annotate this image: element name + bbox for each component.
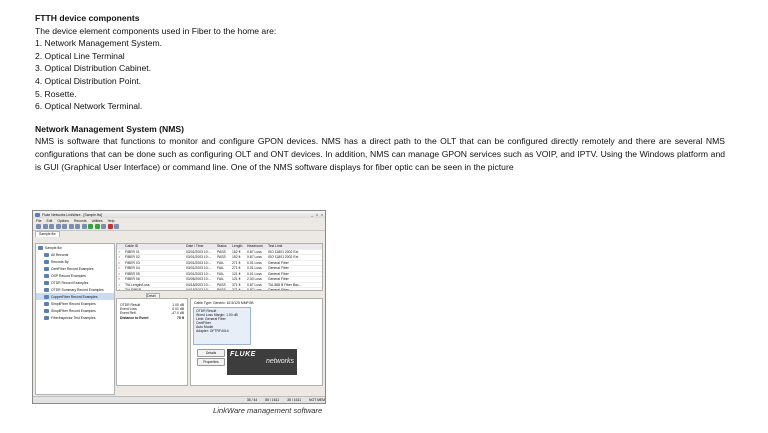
status-text: 35 / 44 <box>246 398 258 402</box>
menu-item: Utilities <box>91 218 103 223</box>
play-icon <box>88 224 93 229</box>
folder-icon <box>44 253 49 257</box>
table-cell: 271 ft <box>232 266 241 271</box>
minimize-icon: _ <box>311 212 313 217</box>
status-text: 85 / 1611 <box>265 398 280 402</box>
list-item: 1. Network Management System. <box>35 38 163 49</box>
new-icon <box>36 224 41 229</box>
window-titlebar <box>33 211 325 218</box>
card-line: Adapter: OFTRF4014 <box>196 329 229 333</box>
table-cell: ISO 11801 2002 Ext <box>268 249 299 254</box>
menu-item: File <box>36 218 42 223</box>
component-list <box>35 37 725 113</box>
window-title: Fluke Networks LinkWare - [Sample.flw] <box>42 212 102 217</box>
table-cell: 03/01/2003 10:... <box>186 266 212 271</box>
table-cell: PASS <box>217 249 226 254</box>
table-cell: 2.00 Loss <box>247 277 262 282</box>
tree-item <box>36 314 114 321</box>
table-cell: FIBER 06 <box>125 277 140 282</box>
table-cell: 04/18/2003 10:... <box>186 282 212 287</box>
menu-item: Help <box>107 218 115 223</box>
table-cell: 03/01/2003 10:... <box>186 255 212 260</box>
tree-item <box>36 244 114 251</box>
table-cell: FIBER 05 <box>125 271 140 276</box>
status-text: NOT MEM <box>309 398 325 402</box>
document <box>35 12 725 173</box>
print-icon <box>56 224 61 229</box>
column-header: Cable ID <box>125 244 139 249</box>
table-cell: 04/18/2003 10:... <box>186 288 212 291</box>
result-summary <box>116 298 188 386</box>
menu-item: Options <box>57 218 69 223</box>
row-status-icon: × <box>118 271 120 276</box>
table-cell: FAIL <box>217 271 224 276</box>
records-grid <box>116 243 323 291</box>
table-cell: General Fiber <box>268 260 289 265</box>
section-heading-nms: Network Management System (NMS) <box>35 123 184 134</box>
software-screenshot <box>32 210 326 404</box>
stat-value: 75 ft <box>177 315 184 320</box>
stat-label: OTDR Result <box>120 303 141 307</box>
table-cell: FIBER 01 <box>125 249 140 254</box>
folder-icon <box>38 246 43 250</box>
row-status-icon: × <box>118 277 120 282</box>
tree-label: OTDR Record Examples <box>51 280 89 285</box>
list-item: 4. Optical Distribution Point. <box>35 75 142 86</box>
status-bar <box>33 396 326 403</box>
tab-detail: Detail <box>146 293 160 299</box>
folder-icon <box>44 288 49 292</box>
row-status-icon: ✓ <box>118 288 121 291</box>
folder-icon <box>44 309 49 313</box>
table-cell: 0.87 Loss <box>247 255 262 260</box>
table-cell: FIBER 02 <box>125 255 140 260</box>
tree-label: OTDR Summary Record Examples <box>51 287 104 292</box>
table-cell: TIA Length/Loss <box>125 282 150 287</box>
tree-label: FiberInspector Test Examples <box>51 315 96 320</box>
undo-icon <box>82 224 87 229</box>
card-line: Auto Model <box>196 325 214 329</box>
tree-item <box>36 279 114 286</box>
table-cell: 03/01/2003 10:... <box>186 271 212 276</box>
table-cell: 152 ft <box>232 249 241 254</box>
tree-label: OSP Record Examples <box>51 273 86 278</box>
maximize-icon: □ <box>315 212 319 217</box>
save-icon <box>49 224 54 229</box>
table-cell: 0.87 Loss <box>247 282 262 287</box>
folder-icon <box>44 274 49 278</box>
tree-item <box>36 272 114 279</box>
tree-item <box>36 251 114 258</box>
table-row <box>117 288 322 291</box>
table-cell: PASS <box>217 255 226 260</box>
column-header: Date / Time <box>186 244 204 249</box>
folder-icon <box>44 281 49 285</box>
stat-label: Event Loss <box>120 307 137 312</box>
table-cell: General Fiber <box>268 271 289 276</box>
table-cell: PASS <box>217 288 226 291</box>
tree-item <box>36 307 114 314</box>
list-item: 2. Optical Line Terminal <box>35 50 125 61</box>
menu-item: Edit <box>46 218 53 223</box>
detail-area <box>116 293 321 393</box>
tree-item <box>36 300 114 307</box>
column-header: Length <box>232 244 243 249</box>
folder-icon <box>44 295 49 299</box>
open-icon <box>43 224 48 229</box>
card-line: Worst Loss Margin: 1.00 dB <box>196 313 238 317</box>
app-icon <box>35 213 40 217</box>
help-icon <box>114 224 119 229</box>
tree-label: CertiFiber Record Examples <box>51 266 94 271</box>
row-status-icon: × <box>118 260 120 265</box>
detail-header: Cable Type: Generic: 62.5/125 MMFOB <box>194 301 254 305</box>
table-cell: General Fiber <box>268 266 289 271</box>
card-line: OTDR Result <box>196 309 217 313</box>
logo-text: networks <box>265 358 294 365</box>
table-cell: 121 ft <box>232 277 241 282</box>
tab-sample: Sample.flw <box>35 231 60 237</box>
table-cell: General Fiber <box>268 277 289 282</box>
row-status-icon: ✓ <box>118 282 121 287</box>
status-text: 35 / 1611 <box>287 398 302 402</box>
cut-icon <box>62 224 67 229</box>
close-icon: × <box>321 212 323 217</box>
fluke-networks-logo <box>227 349 297 375</box>
table-cell: FAIL <box>217 260 224 265</box>
table-cell: 371 ft <box>232 288 241 291</box>
table-cell: ISO 11801 2002 Ext <box>268 255 299 260</box>
table-cell: 0.87 Loss <box>247 288 262 291</box>
menu-item: Records <box>74 218 87 223</box>
folder-icon <box>44 316 49 320</box>
tree-label: All Records <box>51 252 69 257</box>
card-line: CertiFiber <box>196 321 211 325</box>
row-status-icon: × <box>118 266 120 271</box>
stat-value: 1.00 dB <box>172 303 184 307</box>
tree-label: Sample.flw <box>45 245 62 250</box>
paste-icon <box>75 224 80 229</box>
table-cell: FIBER 04 <box>125 266 140 271</box>
stat-row <box>117 316 187 320</box>
tree-item <box>36 286 114 293</box>
folder-icon <box>44 267 49 271</box>
table-cell: PASS <box>217 282 226 287</box>
tree-item <box>36 258 114 265</box>
tree-label: SimpliFiber Record Examples <box>51 301 96 306</box>
table-cell: FIBER 03 <box>125 260 140 265</box>
stat-label: Distance to Event <box>120 315 149 320</box>
row-status-icon: ✓ <box>118 249 121 254</box>
records-pane <box>116 243 323 393</box>
stat-value: -47.0 dB <box>171 311 184 316</box>
row-status-icon: ✓ <box>118 255 121 260</box>
table-cell: FAIL <box>217 266 224 271</box>
table-cell: 152 ft <box>232 255 241 260</box>
logo-text: FLUKE <box>230 351 256 358</box>
list-item: 3. Optical Distribution Cabinet. <box>35 63 152 74</box>
tree-item-selected <box>36 293 114 300</box>
section-body-nms: NMS is software that functions to monitor and configure GPON devices. NMS has a direct path to the OLT that can be configured directly remotely and there are several NMS configurations that can be done such as configuring OLT and ONT devices. In addition, NMS can manage GPON services such as VOIP, and IPTV. Using the Windows platform and is GUI (Graphical User Interface) or command line. One of the NMS software displays for fiber optic can be seen in the picture <box>35 136 725 172</box>
tree-label: SimpliFiber Record Examples <box>51 308 96 313</box>
result-card <box>193 307 251 345</box>
column-header: Status <box>217 244 227 249</box>
document-tabs <box>33 231 325 237</box>
tree-label: Records By <box>51 259 69 264</box>
table-cell: 03/05/2003 10:... <box>186 277 212 282</box>
column-header: Headroom <box>247 244 263 249</box>
stat-value: 0.01 dB <box>172 307 184 312</box>
table-cell: 121 ft <box>232 271 241 276</box>
card-line: Limit: General Fiber <box>196 317 226 321</box>
section-heading-ftth: FTTH device components <box>35 13 140 23</box>
record-tree <box>35 243 115 395</box>
report-icon <box>101 224 106 229</box>
stat-label: Event Refl. <box>120 311 137 316</box>
table-cell: TIA FIBER <box>125 288 142 291</box>
table-cell: 03/01/2003 10:... <box>186 260 212 265</box>
details-button: Details <box>197 349 225 357</box>
table-cell: General Fiber <box>268 288 289 291</box>
tree-item <box>36 265 114 272</box>
table-cell: 0.01 Loss <box>247 260 262 265</box>
forward-icon <box>95 224 100 229</box>
table-cell: 0.01 Loss <box>247 271 262 276</box>
table-cell: FAIL <box>217 277 224 282</box>
table-cell: TIA-568 B Fiber Bac... <box>268 282 302 287</box>
copy-icon <box>69 224 74 229</box>
table-cell: 0.87 Loss <box>247 249 262 254</box>
table-cell: 271 ft <box>232 260 241 265</box>
table-cell: 371 ft <box>232 282 241 287</box>
grid-body <box>117 250 322 292</box>
toolbar <box>33 223 325 231</box>
folder-icon <box>44 260 49 264</box>
figure-caption: LinkWare management software <box>213 406 323 415</box>
list-item: 6. Optical Network Terminal. <box>35 101 143 112</box>
folder-icon <box>44 302 49 306</box>
stop-icon <box>108 224 113 229</box>
window-controls <box>311 213 323 217</box>
tree-label: CopperFiber Record Examples <box>51 294 98 299</box>
table-cell: 0.01 Loss <box>247 266 262 271</box>
table-cell: 03/01/2003 10:... <box>186 249 212 254</box>
properties-button: Properties <box>197 358 225 366</box>
section-intro: The device element components used in Fiber to the home are: <box>35 25 277 36</box>
column-header: Test Limit <box>268 244 283 249</box>
list-item: 5. Rosette. <box>35 88 77 99</box>
detail-panel <box>190 298 323 386</box>
